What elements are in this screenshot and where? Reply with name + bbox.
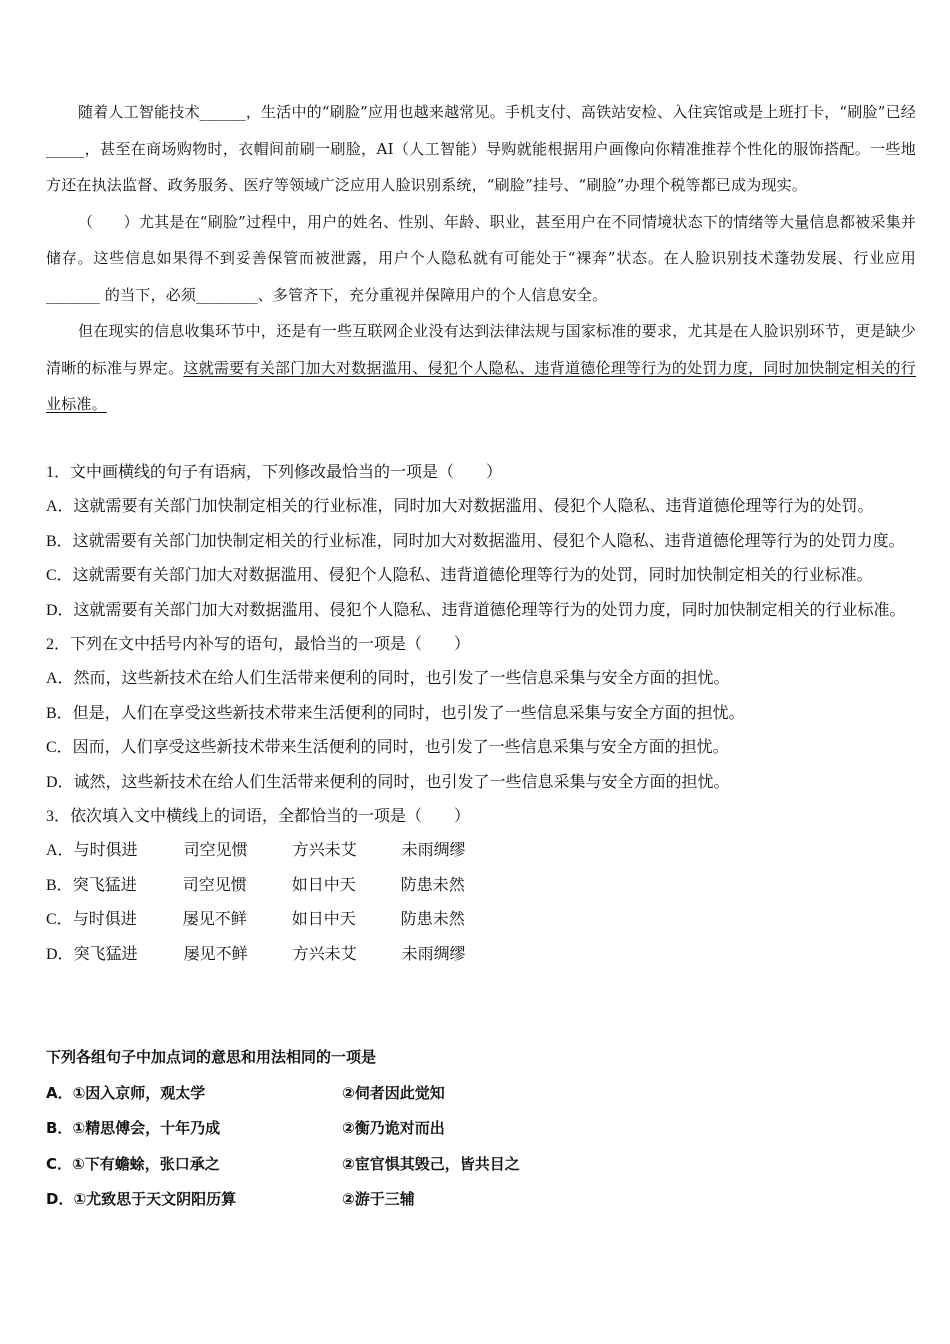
option-label: C． xyxy=(46,911,73,929)
word-choice: 司空见惯 xyxy=(183,842,248,860)
word-choice: 方兴未艾 xyxy=(292,945,357,963)
word-choice: 未雨绸缪 xyxy=(401,842,466,860)
option-label: D． xyxy=(46,1190,74,1208)
question-1-stem: 1．文中画横线的句子有语病，下列修改最恰当的一项是（ ） xyxy=(46,464,503,481)
question-1-option-c: C．这就需要有关部门加大对数据滥用、侵犯个人隐私、违背道德伦理等行为的处罚，同时加快制定相关的行业标准。 xyxy=(46,567,873,585)
question-4-option-a xyxy=(46,1076,916,1112)
word-choice: 防患未然 xyxy=(400,876,465,894)
sentence-1: ①下有蟾蜍，张口承之 xyxy=(72,1154,220,1173)
question-list xyxy=(46,456,916,972)
word-choice: 司空见惯 xyxy=(182,876,247,894)
sentence-2: ②游于三辅 xyxy=(342,1190,415,1208)
word-choice: 屡见不鲜 xyxy=(182,911,247,929)
word-choice: 与时俱进 xyxy=(73,842,138,860)
question-2-option-b: B．但是，人们在享受这些新技术带来生活便利的同时，也引发了一些信息采集与安全方面的担忧。 xyxy=(46,704,745,722)
sentence-1: ①精思傅会，十年乃成 xyxy=(72,1119,221,1137)
sentence-1: ①尤致思于天文阴阳历算 xyxy=(73,1190,237,1208)
question-3-stem: 3．依次填入文中横线上的词语，全都恰当的一项是（ ） xyxy=(46,808,471,826)
option-label: C． xyxy=(46,1154,73,1173)
option-label: B． xyxy=(46,1119,73,1137)
question-1-option-d: D．这就需要有关部门加大对数据滥用、侵犯个人隐私、违背道德伦理等行为的处罚力度，同时加快制定相关的行业标准。 xyxy=(46,601,906,619)
question-3-option-d xyxy=(46,938,916,972)
option-label: A． xyxy=(46,842,74,860)
word-choice: 未雨绸缪 xyxy=(401,945,466,963)
word-choice: 与时俱进 xyxy=(72,911,137,929)
question-4-option-b xyxy=(46,1111,916,1147)
word-choice: 防患未然 xyxy=(400,911,465,929)
reading-passage xyxy=(46,94,916,423)
question-1-option-b: B．这就需要有关部门加快制定相关的行业标准，同时加大对数据滥用、侵犯个人隐私、违背道德伦理等行为的处罚力度。 xyxy=(46,532,905,550)
option-label: D． xyxy=(46,945,74,963)
question-1-option-a: A．这就需要有关部门加快制定相关的行业标准，同时加大对数据滥用、侵犯个人隐私、违背道德伦理等行为的处罚。 xyxy=(46,498,874,516)
question-3-option-c xyxy=(46,903,916,937)
word-choice: 如日中天 xyxy=(291,876,356,894)
sentence-1: ①因入京师，观太学 xyxy=(72,1083,206,1102)
option-label: B． xyxy=(46,876,73,894)
passage-paragraph-2: （ ）尤其是在“刷脸”过程中，用户的姓名、性别、年龄、职业，甚至用户在不同情境状态下的情绪等大量信息都被采集并储存。这些信息如果得不到妥善保管而被泄露，用户个人隐私就有可能处于“裸奔”状态。在人脸识别技术蓬勃发展、行业应用_______ 的当下，必须________、多管齐下，充分重视并保障用户的个人信息安全。 xyxy=(46,212,916,304)
sentence-2: ②衡乃诡对而出 xyxy=(342,1119,445,1137)
question-2-option-d: D．诚然，这些新技术在给人们生活带来便利的同时，也引发了一些信息采集与安全方面的担忧。 xyxy=(46,773,730,791)
passage-paragraph-3-text: 但在现实的信息收集环节中，还是有一些互联网企业没有达到法律法规与国家标准的要求，尤其是在人脸识别环节，更是缺少清晰的标准与界定。 xyxy=(46,322,916,377)
question-2-option-a: A．然而，这些新技术在给人们生活带来便利的同时，也引发了一些信息采集与安全方面的担忧。 xyxy=(46,670,730,688)
option-label: A． xyxy=(46,1083,73,1102)
word-choice: 方兴未艾 xyxy=(292,842,357,860)
passage-paragraph-1: 随着人工智能技术______，生活中的“刷脸”应用也越来越常见。手机支付、高铁站安检、入住宾馆或是上班打卡，“刷脸”已经 _____，甚至在商场购物时，衣帽间前刷一刷脸，AI（人工智能）导购就能根据用户画像向你精准推荐个性化的服饰搭配。一些地方还在执法监督、政务服务、医疗等领域广泛应用人脸识别系统，“刷脸”挂号、“刷脸”办理个税等都已成为现实。 xyxy=(46,103,916,194)
question-4 xyxy=(46,1040,916,1218)
question-3-option-a xyxy=(46,834,916,868)
sentence-2: ②宦官惧其毁己，皆共目之 xyxy=(342,1154,520,1173)
question-4-option-c xyxy=(46,1147,916,1183)
question-2-stem: 2．下列在文中括号内补写的语句，最恰当的一项是（ ） xyxy=(46,636,471,654)
word-choice: 屡见不鲜 xyxy=(183,945,248,963)
question-4-option-d xyxy=(46,1182,916,1218)
question-3-option-b xyxy=(46,869,916,903)
question-4-stem: 下列各组句子中加点词的意思和用法相同的一项是 xyxy=(46,1048,377,1066)
sentence-2: ②伺者因此觉知 xyxy=(342,1083,445,1102)
underlined-sentence: 这就需要有关部门加大对数据滥用、侵犯个人隐私、违背道德伦理等行为的处罚力度，同时加快制定相关的行业标准。 xyxy=(46,358,916,413)
word-choice: 突飞猛进 xyxy=(72,876,137,894)
passage-paragraph-3 xyxy=(46,313,916,423)
word-choice: 如日中天 xyxy=(291,911,356,929)
question-2-option-c: C．因而，人们享受这些新技术带来生活便利的同时，也引发了一些信息采集与安全方面的担忧。 xyxy=(46,739,729,757)
word-choice: 突飞猛进 xyxy=(73,945,138,963)
